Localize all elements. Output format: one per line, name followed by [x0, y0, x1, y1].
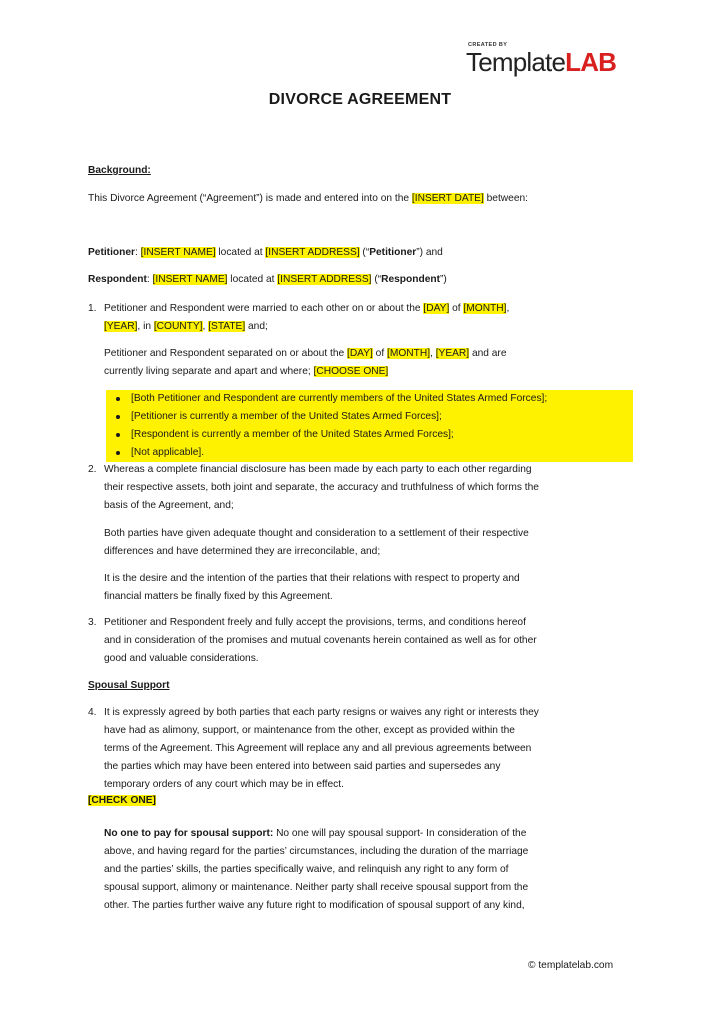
placeholder-month: [MONTH] — [387, 348, 431, 359]
item-number: 3. — [88, 617, 97, 628]
text: ”) and — [416, 247, 443, 258]
option-item: [Both Petitioner and Respondent are currently members of the United States Armed Forces]; — [131, 393, 548, 404]
text: located at — [215, 247, 266, 258]
item4-line: terms of the Agreement. This Agreement will replace any and all previous agreements between — [104, 743, 532, 754]
logo-wordmark — [466, 48, 616, 76]
check-one-placeholder — [88, 792, 156, 810]
placeholder-month: [MONTH] — [463, 303, 507, 314]
placeholder-county: [COUNTY] — [153, 321, 203, 332]
item4-line: temporary orders of any court which may be in effect. — [104, 779, 344, 790]
role-label: Petitioner — [369, 247, 417, 258]
item2-line: It is the desire and the intention of the parties that their relations with respect to property and — [104, 573, 520, 584]
bullet-icon — [116, 433, 120, 437]
text: No one will pay spousal support- In consideration of the — [273, 828, 527, 839]
no-one-pays-line: and the parties’ skills, the parties specifically waive, and relinquish any right to any form of — [104, 864, 509, 875]
item1-line2 — [104, 318, 268, 336]
bullet-icon — [116, 415, 120, 419]
placeholder-day: [DAY] — [346, 348, 373, 359]
text: Petitioner and Respondent separated on or about the — [104, 348, 347, 359]
background-line — [88, 190, 528, 208]
templatelab-logo — [466, 42, 636, 78]
placeholder-date: [INSERT DATE] — [411, 193, 484, 204]
spousal-support-heading: Spousal Support — [88, 680, 170, 691]
text: (“ — [371, 274, 382, 285]
item2-line: financial matters be finally fixed by this Agreement. — [104, 591, 333, 602]
text: , in — [137, 321, 154, 332]
item3-line: good and valuable considerations. — [104, 653, 259, 664]
respondent-label: Respondent — [88, 274, 147, 285]
logo-created-by: CREATED BY — [468, 42, 508, 48]
text: : — [146, 274, 153, 285]
placeholder-state: [STATE] — [208, 321, 246, 332]
placeholder-address: [INSERT ADDRESS] — [265, 247, 360, 258]
footer-copyright: © templatelab.com — [528, 960, 614, 971]
placeholder-check-one: [CHECK ONE] — [88, 795, 156, 806]
text: , — [506, 303, 510, 314]
item2-line: basis of the Agreement, and; — [104, 500, 234, 511]
no-one-pays-line: other. The parties further waive any future right to modification of spousal support of any kind, — [104, 900, 525, 911]
placeholder-choose-one: [CHOOSE ONE] — [313, 366, 389, 377]
no-one-pays-line: spousal support, alimony or maintenance. Neither party shall receive spousal support from the — [104, 882, 529, 893]
text: ”) — [439, 274, 447, 285]
text: , — [430, 348, 436, 359]
item4-line: It is expressly agreed by both parties that each party resigns or waives any right or interests they — [104, 707, 539, 718]
bullet-icon — [116, 451, 120, 455]
placeholder-name: [INSERT NAME] — [140, 247, 216, 258]
text: of — [449, 303, 464, 314]
placeholder-name: [INSERT NAME] — [152, 274, 228, 285]
text: : — [134, 247, 141, 258]
item3-line: Petitioner and Respondent freely and fully accept the provisions, terms, and conditions hereof — [104, 617, 526, 628]
background-heading: Background: — [88, 165, 151, 176]
bullet-icon — [116, 397, 120, 401]
item4-line: have had as alimony, support, or maintenance from the other, except as provided within the — [104, 725, 515, 736]
document-title: DIVORCE AGREEMENT — [268, 91, 452, 108]
placeholder-address: [INSERT ADDRESS] — [277, 274, 372, 285]
item-number: 1. — [88, 303, 97, 314]
text: of — [372, 348, 388, 359]
item4-line: the parties which may have been entered into between said parties and supersedes any — [104, 761, 501, 772]
respondent-line — [88, 271, 447, 289]
item2-line: Both parties have given adequate thought and consideration to a settlement of their respective — [104, 528, 529, 539]
placeholder-day: [DAY] — [423, 303, 450, 314]
item-number: 4. — [88, 707, 97, 718]
petitioner-line — [88, 244, 443, 262]
item3-line: and in consideration of the promises and mutual covenants herein contained as well as for other — [104, 635, 537, 646]
logo-brand-b: LAB — [565, 47, 617, 77]
item1-line1 — [104, 300, 509, 318]
no-one-pays-line — [104, 825, 526, 843]
placeholder-year: [YEAR] — [104, 321, 138, 332]
text: between: — [483, 193, 528, 204]
logo-brand-a: Template — [466, 47, 566, 77]
text: , — [202, 321, 209, 332]
text: (“ — [359, 247, 370, 258]
role-label: Respondent — [381, 274, 440, 285]
option-item: [Not applicable]. — [131, 447, 205, 458]
item-number: 2. — [88, 464, 97, 475]
item1-para2-line1 — [104, 345, 507, 363]
option-item: [Respondent is currently a member of the United States Armed Forces]; — [131, 429, 454, 440]
option-title: No one to pay for spousal support: — [104, 828, 274, 839]
item1-para2-line2 — [104, 363, 388, 381]
text: and; — [245, 321, 268, 332]
placeholder-year: [YEAR] — [435, 348, 470, 359]
text: and are — [469, 348, 507, 359]
text: Petitioner and Respondent were married to each other on or about the — [104, 303, 424, 314]
item2-line: Whereas a complete financial disclosure has been made by each party to each other regarding — [104, 464, 532, 475]
text: located at — [227, 274, 278, 285]
option-item: [Petitioner is currently a member of the United States Armed Forces]; — [131, 411, 442, 422]
item2-line: differences and have determined they are irreconcilable, and; — [104, 546, 381, 557]
petitioner-label: Petitioner — [88, 247, 135, 258]
no-one-pays-line: above, and having regard for the parties’ circumstances, including the duration of the marriage — [104, 846, 529, 857]
text: This Divorce Agreement (“Agreement”) is made and entered into on the — [88, 193, 412, 204]
item2-line: their respective assets, both joint and separate, the accuracy and truthfulness of which forms the — [104, 482, 539, 493]
text: currently living separate and apart and where; — [104, 366, 314, 377]
